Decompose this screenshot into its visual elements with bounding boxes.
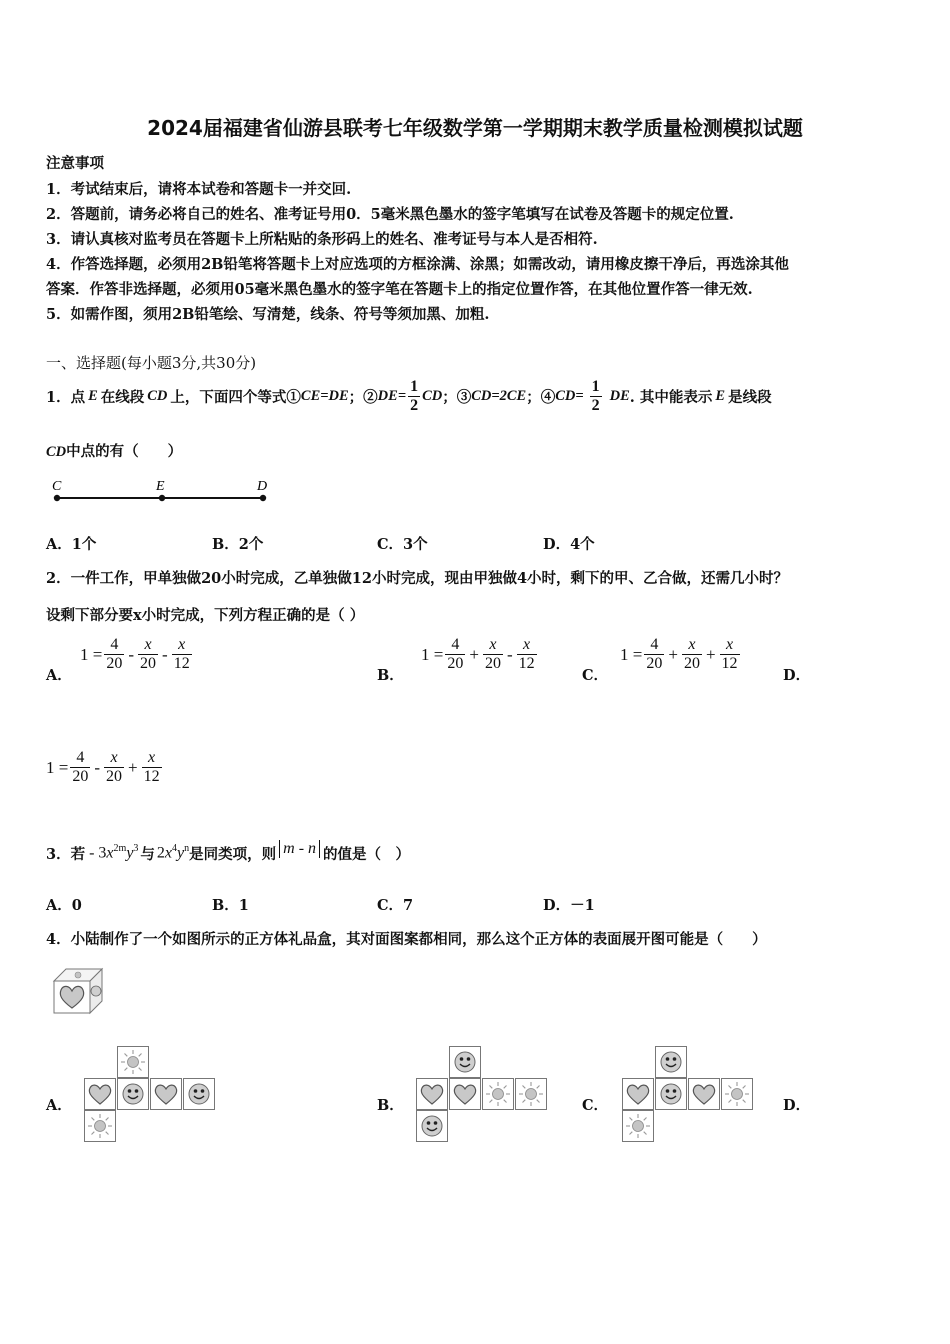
question-3: 3．若 - $3x^{2m}y^3$ 与 $2x^4y^n$ 是同类项，则 m - n 的值是（ ） — [46, 840, 411, 863]
q1-option-a[interactable]: A．1个 — [46, 536, 97, 553]
q3-abs-value: m - n — [279, 840, 320, 858]
sun-icon — [516, 1079, 547, 1110]
smile-icon — [656, 1047, 687, 1078]
q2-option-c-equation[interactable]: 1 = $\frac{4}{20}$ + $\frac{x}{20}$ + $\frac{x}{12}$ — [620, 636, 738, 672]
smile-icon — [118, 1079, 149, 1110]
heart-icon — [151, 1079, 182, 1110]
sun-icon — [85, 1111, 116, 1142]
heart-icon — [689, 1079, 720, 1110]
q4-net-a[interactable] — [84, 1046, 216, 1142]
q1-point: E — [715, 387, 726, 404]
question-4: 4．小陆制作了一个如图所示的正方体礼品盒，其对面图案都相同，那么这个正方体的表面展开图可能是（ ） — [46, 931, 767, 948]
question-2-line-1: 2．一件工作，甲单独做20小时完成，乙单独做12小时完成，现由甲独做4小时，剩下的甲、乙合做，还需几小时？ — [46, 570, 789, 587]
q4-option-b-label[interactable]: B． — [377, 1097, 404, 1114]
notice-item-4-cont: 答案．作答非选择题，必须用05毫米黑色墨水的签字笔在答题卡上的指定位置作答，在其他位置作答一律无效. — [46, 281, 753, 298]
q1-equation-4b: DE — [609, 387, 630, 404]
gift-box-cube — [50, 965, 106, 1015]
smile-icon — [450, 1047, 481, 1078]
q1-equation-4: CD= — [555, 387, 584, 404]
smile-icon — [91, 986, 101, 996]
question-1-line-2 — [46, 440, 182, 461]
notice-item-3: 3．请认真核对监考员在答题卡上所粘贴的条形码上的姓名、准考证号与本人是否相符. — [46, 231, 598, 248]
point-e — [159, 495, 165, 501]
q1-half-fraction: $\frac{1}{2}$ — [591, 377, 600, 414]
q1-equation-3: CD=2CE — [471, 387, 527, 404]
sun-icon — [118, 1047, 149, 1078]
question-2-line-2: 设剩下部分要x小时完成，下列方程正确的是（ ） — [46, 607, 365, 624]
notice-heading: 注意事项 — [46, 155, 104, 172]
q1-text: 1．点 — [46, 388, 86, 406]
q1-text: . 其中能表示 — [629, 388, 713, 406]
q4-option-d-label[interactable]: D． — [783, 1097, 811, 1114]
notice-item-1: 1．考试结束后，请将本试卷和答题卡一并交回. — [46, 181, 352, 198]
point-d — [260, 495, 266, 501]
label-c: C — [52, 479, 62, 494]
q2-option-a-label[interactable]: A． — [46, 667, 72, 684]
q1-equation-2: DE= — [377, 387, 407, 404]
q3-option-a[interactable]: A．0 — [46, 897, 82, 914]
sun-icon — [483, 1079, 514, 1110]
q1-option-b[interactable]: B．2个 — [212, 536, 264, 553]
sun-icon — [623, 1111, 654, 1142]
q1-equation-2b: CD — [422, 387, 443, 404]
heart-icon — [623, 1079, 654, 1110]
heart-icon — [85, 1079, 116, 1110]
q1-text: 上，下面四个等式① — [170, 388, 301, 406]
notice-item-5: 5．如需作图，须用2B铅笔绘、写清楚，线条、符号等须加黑、加粗. — [46, 306, 490, 323]
q2-option-a-equation[interactable]: 1 = $\frac{4}{20}$ - $\frac{x}{20}$ - $\frac{x}{12}$ — [80, 636, 190, 672]
page-title: 2024届福建省仙游县联考七年级数学第一学期期末教学质量检测模拟试题 — [147, 116, 803, 140]
q1-text: 是线段 — [728, 388, 772, 406]
q3-term-1: - $3x^{2m}y^3$ — [89, 843, 139, 862]
q1-text: ；③ — [442, 388, 472, 406]
q2-option-d-label[interactable]: D． — [783, 667, 811, 684]
q1-point: E — [88, 387, 98, 404]
smile-icon — [184, 1079, 215, 1110]
sun-icon — [722, 1079, 753, 1110]
smile-icon — [417, 1111, 448, 1142]
q3-option-d[interactable]: D．－1 — [543, 897, 595, 914]
q1-segment: CD — [46, 444, 67, 460]
q1-option-d[interactable]: D．4个 — [543, 536, 595, 553]
segment-figure — [46, 476, 276, 510]
q1-text: ；② — [348, 388, 378, 406]
q1-option-c[interactable]: C．3个 — [377, 536, 428, 553]
q4-net-c[interactable] — [622, 1046, 754, 1142]
q1-text: 中点的有（ ） — [66, 443, 183, 460]
smile-icon — [656, 1079, 687, 1110]
heart-icon — [417, 1079, 448, 1110]
q1-equation-1: CE=DE — [300, 387, 349, 404]
q1-segment: CD — [147, 387, 168, 404]
q4-option-a-label[interactable]: A． — [46, 1097, 72, 1114]
notice-item-2: 2．答题前，请务必将自己的姓名、准考证号用0．5毫米黑色墨水的签字笔填写在试卷及答题卡的规定位置. — [46, 206, 734, 223]
q2-option-b-equation[interactable]: 1 = $\frac{4}{20}$ + $\frac{x}{20}$ - $\frac{x}{12}$ — [421, 636, 535, 672]
notice-item-4: 4．作答选择题，必须用2B铅笔将答题卡上对应选项的方框涂满、涂黑；如需改动，请用橡皮擦干净后，再选涂其他 — [46, 256, 789, 273]
q2-option-b-label[interactable]: B． — [377, 667, 404, 684]
q2-option-c-label[interactable]: C． — [582, 667, 609, 684]
q1-half-fraction: $\frac{1}{2}$ — [410, 377, 419, 414]
question-1-line-1 — [46, 376, 772, 416]
label-d: D — [257, 479, 268, 494]
q2-option-d-equation[interactable]: 1 = $\frac{4}{20}$ - $\frac{x}{20}$ + $\frac{x}{12}$ — [46, 749, 160, 785]
sun-icon — [75, 972, 81, 978]
heart-icon — [450, 1079, 481, 1110]
label-e: E — [156, 479, 165, 494]
point-c — [54, 495, 60, 501]
section-heading: 一、选择题(每小题3分,共30分) — [46, 354, 257, 372]
q3-option-c[interactable]: C．7 — [377, 897, 414, 914]
q1-text: ；④ — [526, 388, 556, 406]
q4-option-c-label[interactable]: C． — [582, 1097, 609, 1114]
q1-text: 在线段 — [100, 388, 145, 406]
q3-term-2: $2x^4y^n$ — [156, 843, 190, 862]
q3-option-b[interactable]: B．1 — [212, 897, 249, 914]
q4-net-b[interactable] — [416, 1046, 548, 1142]
